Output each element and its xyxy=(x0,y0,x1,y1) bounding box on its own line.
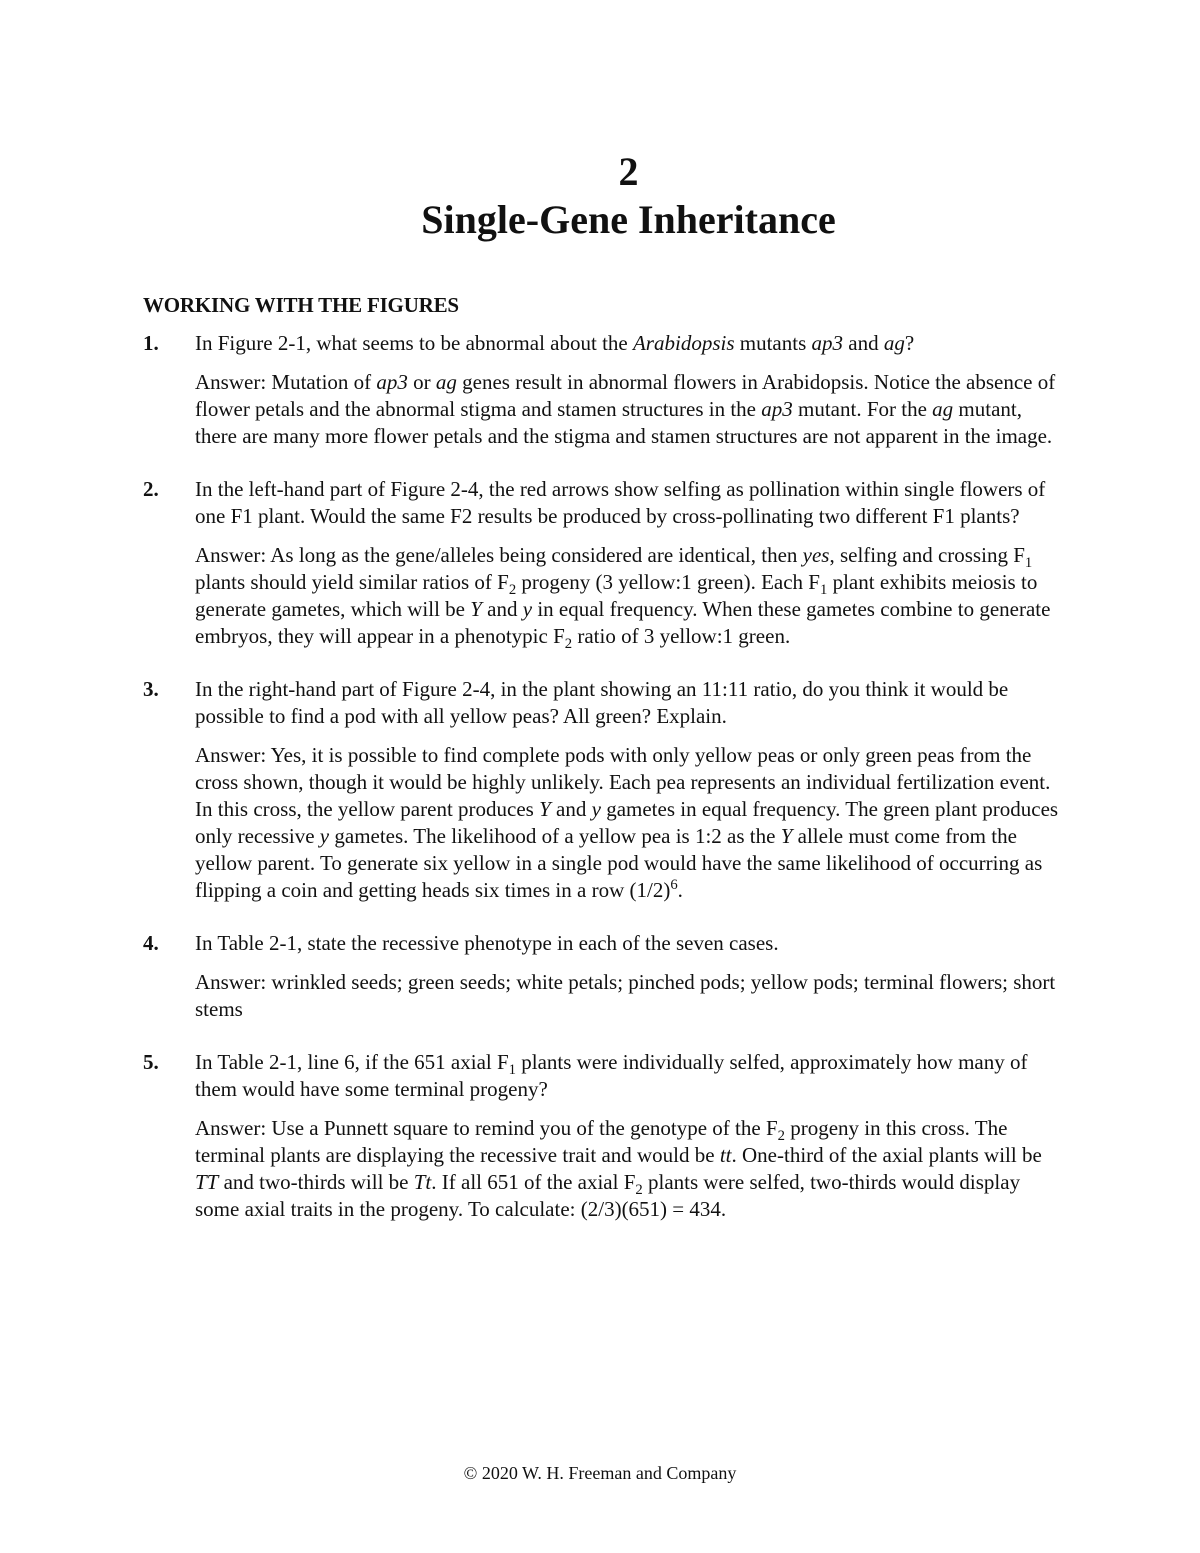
question-item-3 xyxy=(143,676,1063,904)
question-item-1 xyxy=(143,330,1063,450)
answer-text: Answer: wrinkled seeds; green seeds; white petals; pinched pods; yellow pods; terminal flowers; short stems xyxy=(195,970,1056,1021)
footer-copyright: © 2020 W. H. Freeman and Company xyxy=(463,1463,737,1483)
question-number: 3. xyxy=(143,677,159,701)
question-text: In Figure 2-1, what seems to be abnormal about the Arabidopsis mutants ap3 and ag? xyxy=(195,331,915,355)
question-number: 1. xyxy=(143,331,159,355)
question-text: In Table 2-1, state the recessive phenotype in each of the seven cases. xyxy=(195,931,779,955)
answer-text: Answer: Yes, it is possible to find complete pods with only yellow peas or only green peas from the cross shown, though it would be highly unlikely. Each pea represents an individual fertilization event. In this cross, the yellow parent produces Y and y gametes in equal frequency. The green plant produces only recessive y gametes. The likelihood of a yellow pea is 1:2 as the Y allele must come from the yellow parent. To generate six yellow in a single pod would have the same likelihood of occurring as flipping a coin and getting heads six times in a row $(1/2)^6$. xyxy=(195,743,1059,902)
chapter-number: 2 xyxy=(618,149,639,194)
question-number: 5. xyxy=(143,1050,159,1074)
question-item-4 xyxy=(143,930,1063,1023)
answer-text: Answer: Use a Punnett square to remind you of the genotype of the $F_2$ progeny in this cross. The terminal plants are displaying the recessive trait and would be tt. One-third of the axial plants will be TT and two-thirds will be Tt. If all 651 of the axial $F_2$ plants were selfed, two-thirds would display some axial traits in the progeny. To calculate: (2/3)(651) = 434. xyxy=(195,1116,1042,1221)
question-item-2 xyxy=(143,476,1063,653)
answer-text: Answer: As long as the gene/alleles being considered are identical, then yes, selfing and crossing $F_1$ plants should yield similar ratios of $F_2$ progeny (3 yellow:1 green). Each $F_1$ plant exhibits meiosis to generate gametes, which will be Y and y in equal frequency. When these gametes combine to generate embryos, they will appear in a phenotypic $F_2$ ratio of 3 yellow:1 green. xyxy=(195,543,1051,653)
question-item-5 xyxy=(143,1049,1063,1223)
section-heading: WORKING WITH THE FIGURES xyxy=(143,293,459,317)
question-number: 4. xyxy=(143,931,159,955)
chapter-title: Single-Gene Inheritance xyxy=(421,197,836,242)
question-text: In the right-hand part of Figure 2-4, in the plant showing an 11:11 ratio, do you think it would be possible to find a pod with all yellow peas? All green? Explain. xyxy=(195,677,1009,728)
question-number: 2. xyxy=(143,477,159,501)
answer-text: Answer: Mutation of ap3 or ag genes result in abnormal flowers in Arabidopsis. Notice the absence of flower petals and the abnormal stigma and stamen structures in the ap3 mutant. For the ag mutant, there are many more flower petals and the stigma and stamen structures are not apparent in the image. xyxy=(195,370,1056,448)
question-text: In the left-hand part of Figure 2-4, the red arrows show selfing as pollination within single flowers of one F1 plant. Would the same F2 results be produced by cross-pollinating two different F1 plants? xyxy=(195,477,1046,528)
question-list xyxy=(143,330,1063,1223)
question-text: In Table 2-1, line 6, if the 651 axial $F_1$ plants were individually selfed, approximately how many of them would have some terminal progeny? xyxy=(195,1050,1028,1101)
